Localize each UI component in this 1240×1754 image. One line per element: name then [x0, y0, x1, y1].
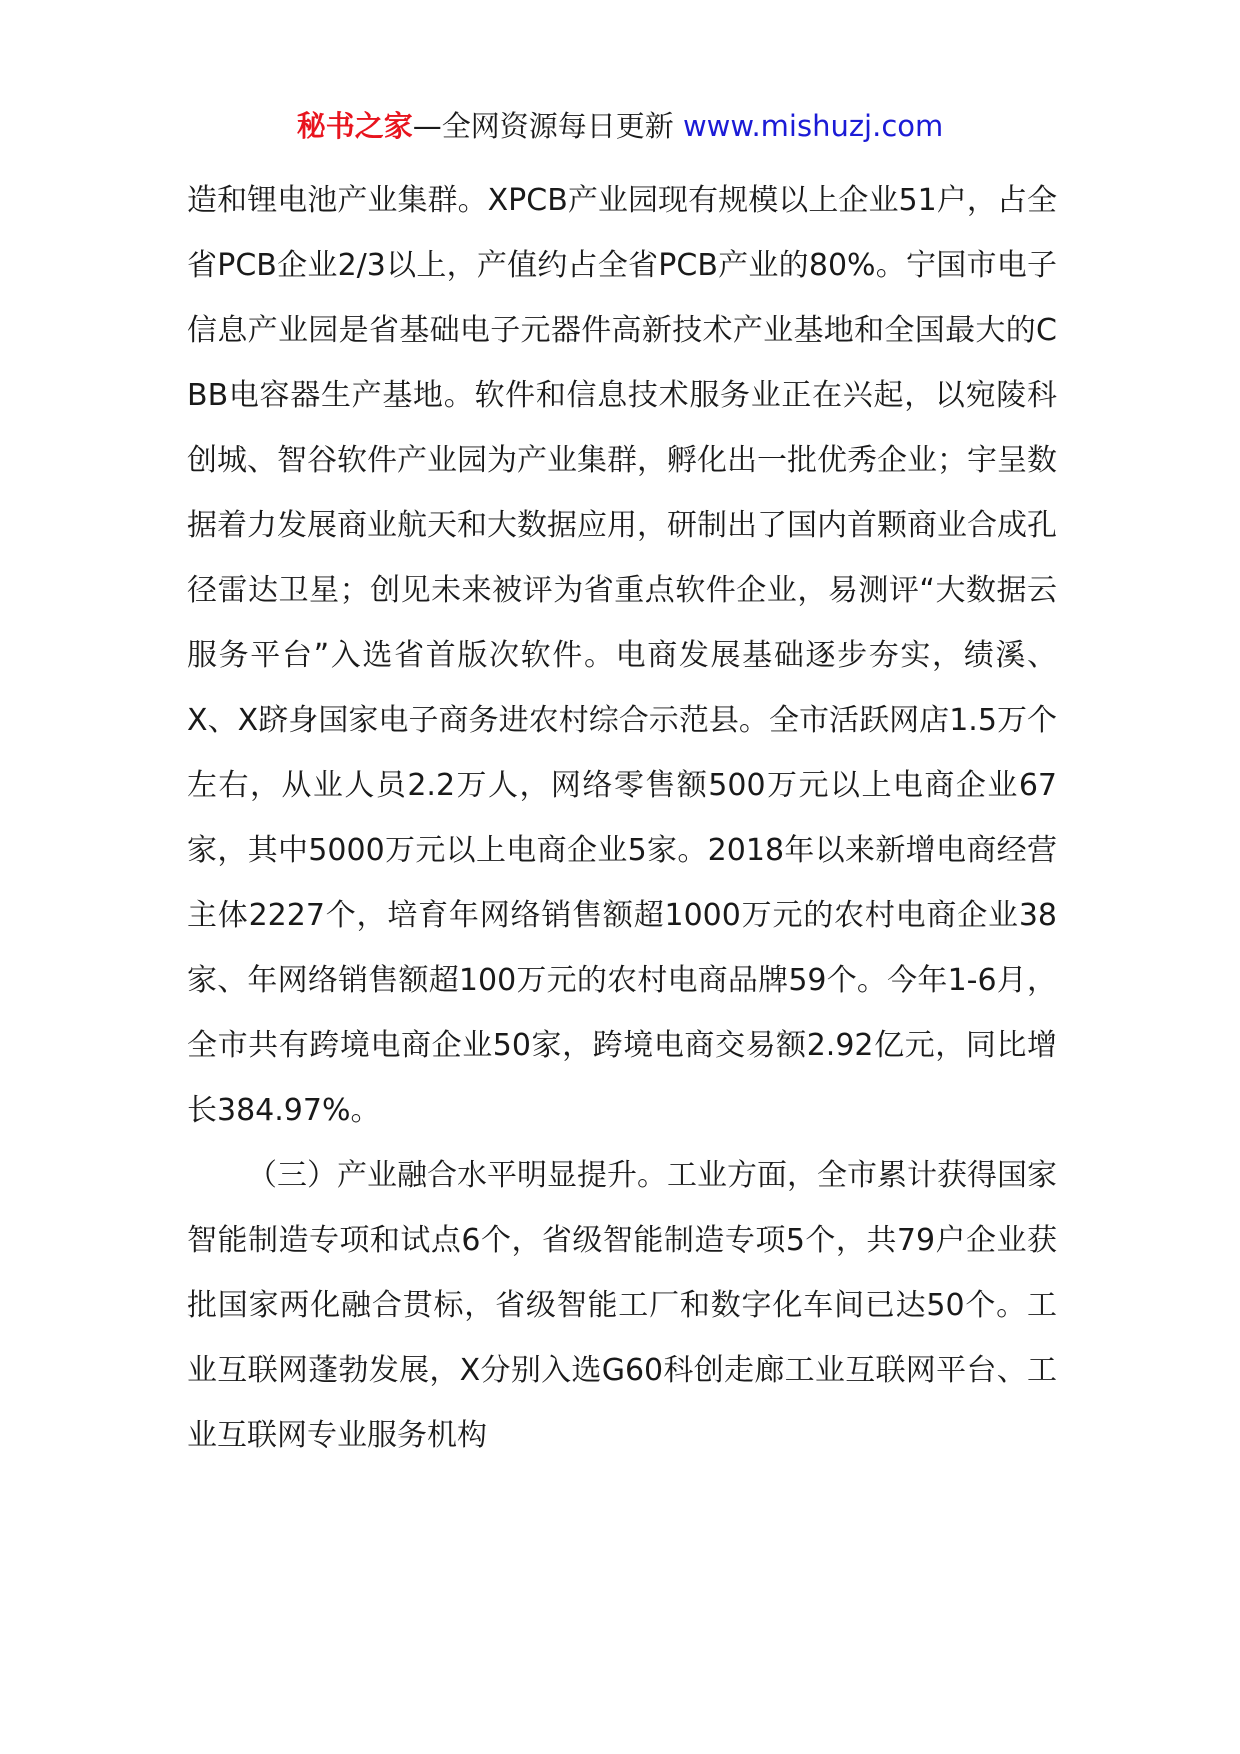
brand-name: 秘书之家 — [296, 109, 413, 143]
website-link[interactable]: www.mishuzj.com — [682, 109, 944, 143]
page-header — [0, 104, 1240, 148]
header-tagline: —全网资源每日更新 — [412, 109, 674, 143]
document-body — [187, 168, 1057, 1468]
paragraph-continuation: 造和锂电池产业集群。XPCB产业园现有规模以上企业51户，占全省PCB企业2/3以上，产值约占全省PCB产业的80%。宁国市电子信息产业园是省基础电子元器件高新技术产业基地和全国最大的CBB电容器生产基地。软件和信息技术服务业正在兴起，以宛陵科创城、智谷软件产业园为产业集群，孵化出一批优秀企业；宇呈数据着力发展商业航天和大数据应用，研制出了国内首颗商业合成孔径雷达卫星；创见未来被评为省重点软件企业，易测评“大数据云服务平台”入选省首版次软件。电商发展基础逐步夯实，绩溪、X、X跻身国家电子商务进农村综合示范县。全市活跃网店1.5万个左右，从业人员2.2万人，网络零售额500万元以上电商企业67家，其中5000万元以上电商企业5家。2018年以来新增电商经营主体2227个，培育年网络销售额超1000万元的农村电商企业38家、年网络销售额超100万元的农村电商品牌59个。今年1-6月，全市共有跨境电商企业50家，跨境电商交易额2.92亿元，同比增长384.97%。 — [187, 183, 1057, 1128]
paragraph-industry-integration: （三）产业融合水平明显提升。工业方面，全市累计获得国家智能制造专项和试点6个，省级智能制造专项5个，共79户企业获批国家两化融合贯标，省级智能工厂和数字化车间已达50个。工业互联网蓬勃发展，X分别入选G60科创走廊工业互联网平台、工业互联网专业服务机构 — [187, 1158, 1057, 1453]
